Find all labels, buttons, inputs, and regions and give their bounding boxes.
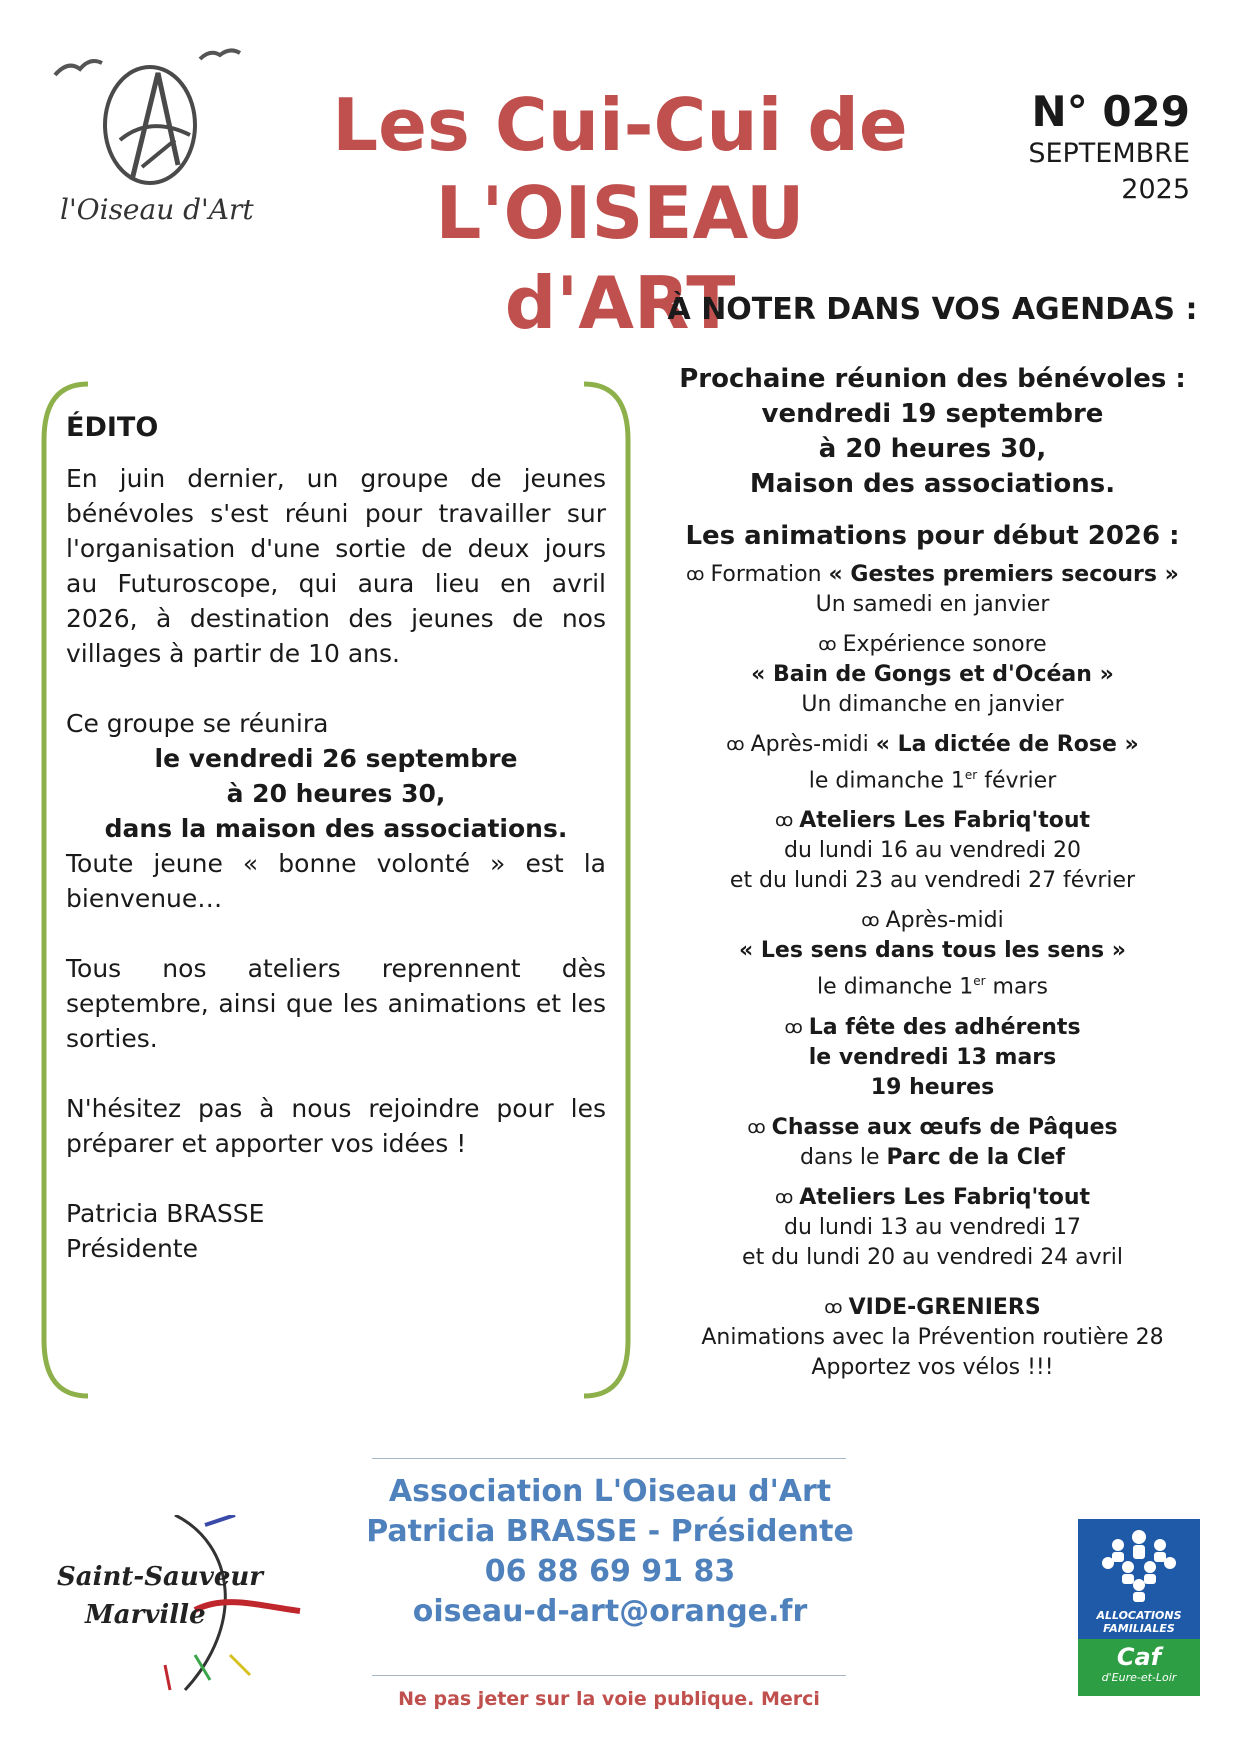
- curl-bullet-icon: ꝏ: [686, 564, 705, 585]
- title-line-1: Les Cui-Cui de: [332, 83, 908, 167]
- meeting-intro: Ce groupe se réunira: [66, 709, 329, 738]
- footer-divider-top: [372, 1458, 846, 1459]
- edito-box: [40, 380, 632, 1400]
- agenda-title: À NOTER DANS VOS AGENDAS :: [667, 292, 1198, 327]
- curl-bullet-icon: ꝏ: [774, 810, 794, 832]
- event-ateliers-fevrier: [660, 806, 1205, 896]
- edito-paragraph-1: En juin dernier, un groupe de jeunes bénévoles s'est réuni pour travailler sur l'organisation d'une sortie de deux jours au Futuroscope, qui aura lieu en avril 2026, à destination des jeunes de nos villages à partir de 10 ans.: [66, 464, 606, 668]
- agenda-column: [660, 290, 1205, 1393]
- event-time: 19 heures: [870, 1074, 995, 1100]
- association-name: Association L'Oiseau d'Art: [388, 1474, 832, 1509]
- caf-label-line-2: FAMILIALES: [1103, 1622, 1175, 1635]
- caf-family-icon: [1078, 1519, 1200, 1609]
- phone-number: 06 88 69 91 83: [484, 1554, 736, 1589]
- signature-role: Présidente: [66, 1234, 198, 1263]
- event-name: La fête des adhérents: [808, 1014, 1081, 1040]
- caf-name: Caf: [1116, 1643, 1162, 1671]
- caf-label-line-1: ALLOCATIONS: [1096, 1609, 1182, 1622]
- volunteer-meeting-line-4: Maison des associations.: [749, 469, 1116, 499]
- event-formation: [660, 560, 1205, 620]
- event-fete-adherents: [660, 1013, 1205, 1103]
- meeting-place: dans la maison des associations.: [104, 814, 568, 843]
- footer-note: Ne pas jeter sur la voie publique. Merci: [398, 1688, 820, 1710]
- edito-paragraph-3: N'hésitez pas à nous rejoindre pour les préparer et apporter vos idées !: [66, 1094, 606, 1158]
- animations-title: Les animations pour début 2026 :: [685, 521, 1180, 551]
- edito-content: [66, 410, 606, 1266]
- event-name: Ateliers Les Fabriq'tout: [799, 1184, 1091, 1210]
- contact-block: [340, 1472, 880, 1632]
- caf-region: d'Eure-et-Loir: [1101, 1671, 1177, 1684]
- welcome-text: Toute jeune « bonne volonté » est la bienvenue…: [66, 849, 606, 913]
- volunteer-meeting-line-3: à 20 heures 30,: [818, 434, 1047, 464]
- event-dates-1: du lundi 16 au vendredi 20: [784, 838, 1081, 864]
- event-date: le vendredi 13 mars: [808, 1044, 1057, 1070]
- logo-caption: l'Oiseau d'Art: [60, 193, 254, 226]
- event-dates-2: et du lundi 23 au vendredi 27 février: [729, 868, 1136, 894]
- event-sonore: [660, 630, 1205, 720]
- curl-bullet-icon: ꝏ: [861, 910, 880, 932]
- event-when: le dimanche 1er février: [808, 768, 1057, 794]
- issue-year: 2025: [1121, 174, 1190, 205]
- event-dates-1: du lundi 13 au vendredi 17: [784, 1214, 1081, 1240]
- event-sens: [660, 906, 1205, 1002]
- event-dates-2: et du lundi 20 au vendredi 24 avril: [742, 1244, 1123, 1270]
- meeting-time: à 20 heures 30,: [226, 779, 446, 808]
- event-where: Parc de la Clef: [886, 1144, 1065, 1170]
- event-vide-greniers: [660, 1293, 1205, 1383]
- edito-title: ÉDITO: [66, 412, 159, 443]
- bird-logo-icon: [50, 45, 270, 195]
- event-where-prefix: dans le: [800, 1144, 887, 1170]
- issue-number: N° 029: [1031, 87, 1190, 136]
- email-address: oiseau-d-art@orange.fr: [412, 1594, 808, 1629]
- event-prefix: Après-midi: [750, 732, 869, 757]
- issue-info: [970, 88, 1190, 208]
- curl-bullet-icon: ꝏ: [747, 1116, 766, 1138]
- event-name: Ateliers Les Fabriq'tout: [799, 808, 1091, 834]
- event-when: Un samedi en janvier: [815, 592, 1050, 617]
- footer-divider-bottom: [372, 1675, 846, 1676]
- event-chasse-oeufs: [660, 1113, 1205, 1173]
- caf-logo: [1078, 1519, 1200, 1696]
- saint-sauveur-marville-logo: [55, 1515, 305, 1695]
- event-name: « Les sens dans tous les sens »: [739, 938, 1126, 964]
- event-name: « La dictée de Rose »: [875, 732, 1139, 757]
- curl-bullet-icon: ꝏ: [774, 1186, 794, 1208]
- event-name: VIDE-GRENIERS: [848, 1294, 1041, 1320]
- event-dictee: [660, 730, 1205, 796]
- volunteer-meeting-line-1: Prochaine réunion des bénévoles :: [679, 364, 1186, 394]
- event-name: « Bain de Gongs et d'Océan »: [751, 662, 1114, 687]
- curl-bullet-icon: ꝏ: [726, 734, 745, 755]
- event-prefix: Expérience sonore: [842, 632, 1047, 657]
- event-detail-1: Animations avec la Prévention routière 28: [701, 1324, 1164, 1350]
- curl-bullet-icon: ꝏ: [824, 1296, 843, 1318]
- volunteer-meeting-line-2: vendredi 19 septembre: [761, 399, 1104, 429]
- town-logo-line-1: Saint-Sauveur: [57, 1562, 263, 1592]
- president-line: Patricia BRASSE - Présidente: [366, 1514, 854, 1549]
- town-logo-line-2: Marville: [85, 1600, 206, 1630]
- curl-bullet-icon: ꝏ: [818, 634, 837, 655]
- town-logo-icon: [55, 1515, 305, 1695]
- event-prefix: Formation: [710, 562, 822, 587]
- meeting-date: le vendredi 26 septembre: [154, 744, 518, 773]
- event-name: « Gestes premiers secours »: [828, 562, 1179, 587]
- event-when: Un dimanche en janvier: [801, 692, 1064, 717]
- event-prefix: Après-midi: [885, 908, 1004, 934]
- signature-name: Patricia BRASSE: [66, 1199, 265, 1228]
- event-detail-2: Apportez vos vélos !!!: [811, 1354, 1054, 1380]
- curl-bullet-icon: ꝏ: [784, 1016, 803, 1038]
- oiseau-dart-logo: [50, 45, 270, 245]
- event-when: le dimanche 1er mars: [817, 974, 1048, 1000]
- edito-paragraph-2: Tous nos ateliers reprennent dès septembre, ainsi que les animations et les sorties.: [66, 954, 606, 1053]
- event-ateliers-avril: [660, 1183, 1205, 1273]
- issue-month: SEPTEMBRE: [1028, 138, 1190, 169]
- event-name: Chasse aux œufs de Pâques: [771, 1114, 1118, 1140]
- title-line-2: L'OISEAU d'ART: [435, 171, 805, 345]
